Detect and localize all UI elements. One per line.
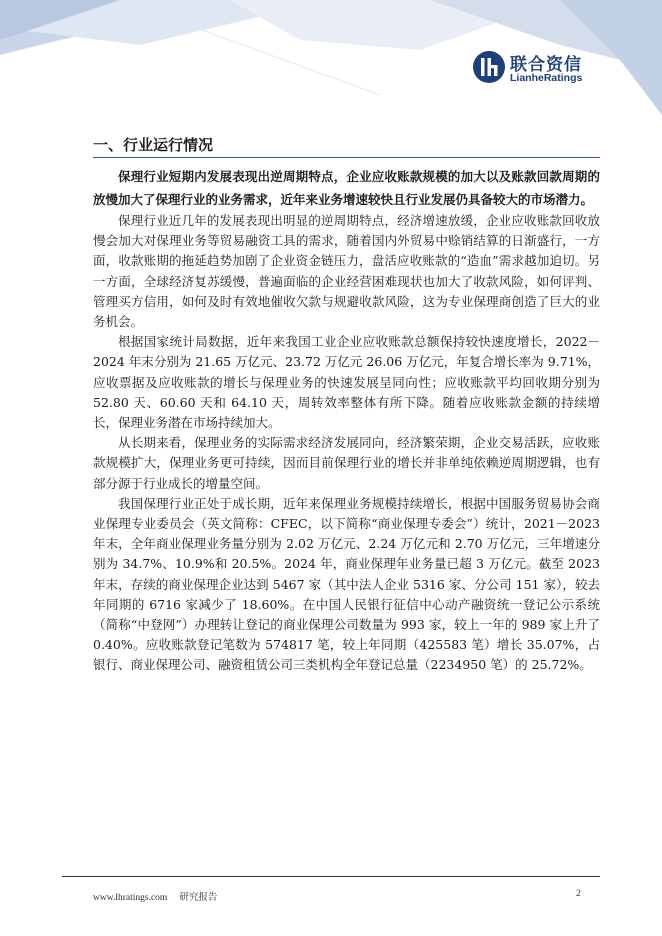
page-number: 2 [576,889,581,899]
lead-paragraph: 保理行业短期内发展表现出逆周期特点，企业应收账款规模的加大以及账款回款周期的放慢加大了保理行业的业务需求，近年来业务增速较快且行业发展仍具备较大的市场潜力。 [93,169,600,207]
footer-divider [62,876,600,877]
body-content [93,166,600,676]
footer-website-link[interactable]: www.lhratings.com [93,893,168,903]
body-paragraph-3: 从长期来看，保理业务的实际需求经济发展同向，经济繁荣期，企业交易活跃，应收账款规模扩大，保理业务更可持续，因而目前保理行业的增长并非单纯依赖逆周期逻辑，也有部分源于行业成长的增量空间。 [93,435,600,491]
logo-english-name: LianheRatings [510,72,583,84]
body-paragraph-4: 我国保理行业正处于成长期，近年来保理业务规模持续增长，根据中国服务贸易协会商业保理专业委员会（英文简称：CFEC，以下简称“商业保理专委会”）统计，2021－2023 年末，全年商业保理业务量分别为 2.02 万亿元、2.24 万亿元和 2.70 万亿元，三年增速分别为 34.7%、10.9%和 20.5%。2024 年，商业保理年业务量已超 3 万亿元。截至 2023 年末，存续的商业保理企业达到 5467 家（其中法人企业 5316 家、分公司 151 家），较去年同期的 6716 家减少了 18.60%。在中国人民银行征信中心动产融资统一登记公示系统（简称“中登网”）办理转让登记的商业保理公司数量为 993 家，较上一年的 989 家上升了 0.40%。应收账款登记笔数为 574817 笔，较上年同期（425583 笔）增长 35.07%，占银行、商业保理公司、融资租赁公司三类机构全年登记总量（2234950 笔）的 25.72%。 [93,495,600,673]
footer-info [93,889,229,903]
logo-chinese-name: 联合资信 [510,55,582,75]
lianhe-logo-icon [472,50,506,84]
body-paragraph-2: 根据国家统计局数据，近年来我国工业企业应收账款总额保持较快速度增长，2022－2024 年末分别为 21.65 万亿元、23.72 万亿元 26.06 万亿元，年复合增长率为 9.71%，应收票据及应收账款的增长与保理业务的快速发展呈同向性；应收账款平均回收期分别为 52.80 天、60.60 天和 64.10 天，周转效率整体有所下降。随着应收账款金额的持续增长，保理业务潜在市场持续加大。 [93,334,600,431]
body-paragraph-1: 保理行业近几年的发展表现出明显的逆周期特点，经济增速放缓，企业应收账款回收放慢会加大对保理业务等贸易融资工具的需求，随着国内外贸易中赊销结算的日渐盛行，一方面，收款账期的拖延趋势加剧了企业资金链压力，盘活应收账款的“造血”需求越加迫切。另一方面，全球经济复苏缓慢，普遍面临的企业经营困难现状也加大了收款风险，如何评判、管理买方信用，如何及时有效地催收欠款与规避收款风险，这为专业保理商创造了巨大的业务机会。 [93,213,600,330]
lianhe-logo [472,50,592,90]
section-title-underline [93,157,600,158]
section-title: 一、行业运行情况 [93,136,214,154]
footer-report-label: 研究报告 [179,893,218,903]
